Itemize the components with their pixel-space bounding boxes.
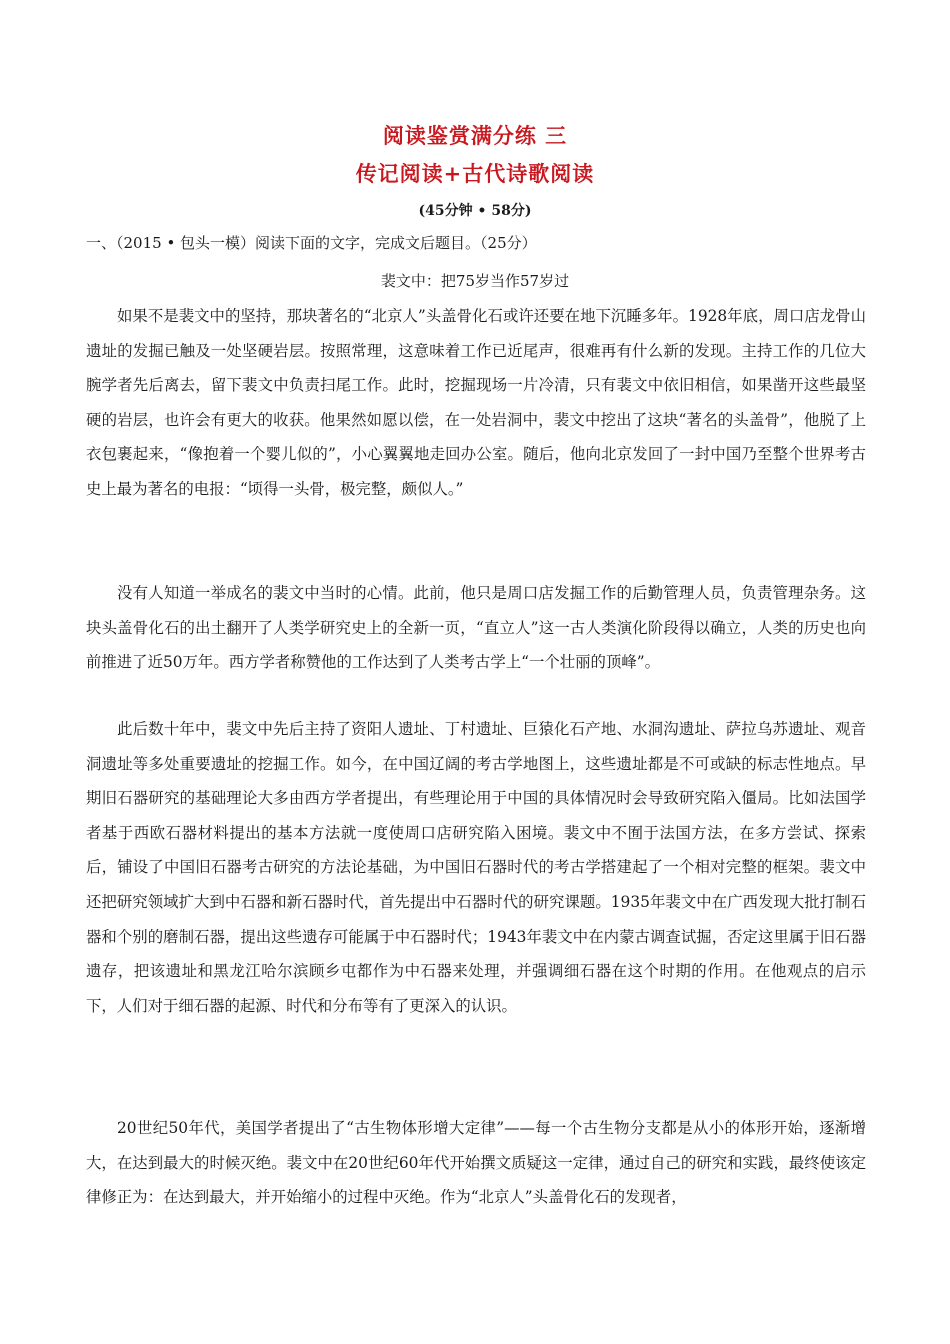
- article-paragraph-4: 20世纪50年代，美国学者提出了“古生物体形增大定律”——每一个古生物分支都是从小的体形开始，逐渐增大，在达到最大的时候灭绝。裴文中在20世纪60年代开始撰文质疑这一定律，通过自己的研究和实践，最终使该定律修正为：在达到最大，并开始缩小的过程中灭绝。作为“北京人”头盖骨化石的发现者，: [86, 1119, 866, 1207]
- time-score-note: (45分钟 • 58分): [418, 203, 532, 219]
- article-title: 裴文中：把75岁当作57岁过: [380, 272, 570, 290]
- article-paragraph-2: 没有人知道一举成名的裴文中当时的心情。此前，他只是周口店发掘工作的后勤管理人员，负责管理杂务。这块头盖骨化石的出土翻开了人类学研究史上的全新一页，“直立人”这一古人类演化阶段得以确立，人类的历史也向前推进了近50万年。西方学者称赞他的工作达到了人类考古学上“一个壮丽的顶峰”。: [86, 584, 866, 672]
- document-subtitle: 传记阅读+古代诗歌阅读: [355, 161, 595, 186]
- question-intro: 一、（2015 • 包头一模）阅读下面的文字，完成文后题目。（25分）: [86, 234, 537, 252]
- document-title: 阅读鉴赏满分练 三: [382, 123, 568, 148]
- article-paragraph-3: 此后数十年中，裴文中先后主持了资阳人遗址、丁村遗址、巨猿化石产地、水洞沟遗址、萨拉乌苏遗址、观音洞遗址等多处重要遗址的挖掘工作。如今，在中国辽阔的考古学地图上，这些遗址都是不可或缺的标志性地点。早期旧石器研究的基础理论大多由西方学者提出，有些理论用于中国的具体情况时会导致研究陷入僵局。比如法国学者基于西欧石器材料提出的基本方法就一度使周口店研究陷入困境。裴文中不囿于法国方法，在多方尝试、探索后，铺设了中国旧石器考古研究的方法论基础，为中国旧石器时代的考古学搭建起了一个相对完整的框架。裴文中还把研究领域扩大到中石器和新石器时代，首先提出中石器时代的研究课题。1935年裴文中在广西发现大批打制石器和个别的磨制石器，提出这些遗存可能属于中石器时代；1943年裴文中在内蒙古调查试掘，否定这里属于旧石器遗存，把该遗址和黑龙江哈尔滨顾乡屯都作为中石器来处理，并强调细石器在这个时期的作用。在他观点的启示下，人们对于细石器的起源、时代和分布等有了更深入的认识。: [86, 720, 866, 1015]
- article-paragraph-1: 如果不是裴文中的坚持，那块著名的“北京人”头盖骨化石或许还要在地下沉睡多年。1928年底，周口店龙骨山遗址的发掘已触及一处坚硬岩层。按照常理，这意味着工作已近尾声，很难再有什么新的发现。主持工作的几位大腕学者先后离去，留下裴文中负责扫尾工作。此时，挖掘现场一片冷清，只有裴文中依旧相信，如果凿开这些最坚硬的岩层，也许会有更大的收获。他果然如愿以偿，在一处岩洞中，裴文中挖出了这块“著名的头盖骨”，他脱了上衣包裹起来，“像抱着一个婴儿似的”，小心翼翼地走回办公室。随后，他向北京发回了一封中国乃至整个世界考古史上最为著名的电报：“顷得一头骨，极完整，颇似人。”: [86, 307, 866, 498]
